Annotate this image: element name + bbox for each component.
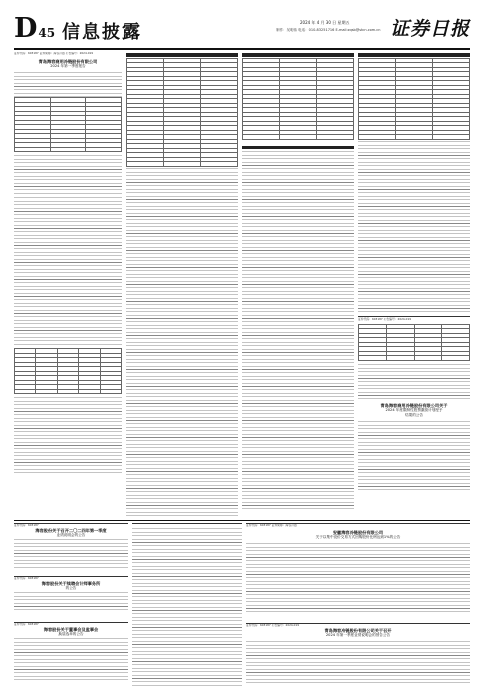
notice-title: 青岛海容商用冷链股份有限公司 — [38, 58, 98, 64]
stock-code-line: 证券代码：603187 证券简称：海容冷链 公告编号：2024-019 — [14, 52, 94, 55]
table-rows — [242, 150, 354, 510]
body-text — [132, 527, 242, 687]
notice-title: 安徽海容冷链股份有限公司 — [332, 529, 384, 535]
notice-block-3 — [14, 622, 128, 691]
table-header — [358, 53, 470, 57]
cash-flow-table — [358, 58, 470, 140]
table-header — [242, 53, 354, 57]
body-text — [14, 71, 122, 97]
page-number: D45 — [14, 13, 56, 44]
masthead — [14, 14, 470, 48]
middle-right-column — [242, 52, 354, 518]
notice-subtitle: 的公告 — [65, 586, 77, 590]
dateline: 2024 年 4 月 30 日 星期五 — [300, 20, 350, 25]
body-text — [246, 542, 470, 612]
body-text — [14, 538, 128, 568]
report-table — [14, 97, 122, 152]
notice-subtitle: 2024 年第一季度报告 — [50, 64, 86, 68]
stock-code-line: 证券代码：603187 — [14, 622, 39, 626]
body-text — [14, 591, 128, 613]
notice-block-4 — [246, 523, 470, 622]
table-rows — [358, 140, 470, 313]
notice-subtitle: 结果的公告 — [405, 413, 423, 417]
notice-title: 海容股份关于续聘会计师事务所 — [41, 580, 101, 586]
notice-title: 海容股份关于董事会及监事会 — [43, 626, 99, 632]
notice-title: 青岛海容冷链股份有限公司关于召开 — [324, 627, 392, 633]
body-text — [14, 154, 122, 194]
body-text — [14, 637, 128, 683]
section-title: 信息披露 — [62, 22, 142, 43]
left-column — [14, 52, 122, 518]
contact-line: 制作：吴明伟 电话：010-83251716 E-mail:zqsb@stcn.com.cn — [276, 28, 381, 32]
table-header — [126, 53, 238, 57]
notice-title: 青岛海容商用冷链股份有限公司关于 — [380, 402, 448, 408]
newspaper-logo: 证券日报 — [389, 18, 470, 40]
notice-subtitle: 关于以集中竞价交易方式回购股份比例达到1%的公告 — [315, 535, 401, 539]
stock-code-line: 证券代码：603187 公告编号：2024-019 — [246, 623, 300, 627]
notice-subtitle: 换届选举的公告 — [58, 632, 84, 636]
right-column — [358, 52, 470, 312]
stock-code-line: 证券代码：603187 — [14, 576, 39, 580]
table-header — [242, 146, 354, 150]
notice-subtitle: 2024 年第一季度业绩说明会的预告公告 — [325, 633, 391, 637]
shareholder-table — [14, 348, 122, 394]
balance-sheet-table — [126, 58, 238, 167]
grant-table — [358, 324, 470, 361]
notice-title: 海容股份关于召开二〇二四年第一季度 — [35, 527, 107, 533]
notice-subtitle: 业绩说明会的公告 — [56, 533, 86, 537]
masthead-rule — [14, 48, 470, 50]
table-rows — [126, 167, 238, 519]
body-text — [246, 640, 470, 684]
body-text — [14, 196, 122, 346]
stock-code-line: 证券代码：603187 — [14, 523, 39, 527]
notice-block-2 — [14, 576, 128, 621]
section-rule — [14, 520, 470, 521]
stock-code-line: 证券代码：603187 公告编号：2024-019 — [358, 317, 412, 321]
income-statement-table — [242, 58, 354, 140]
body-text — [14, 396, 122, 476]
notice-block-5 — [246, 623, 470, 691]
body-text — [358, 420, 470, 490]
stock-code-line: 证券代码：603187 证券简称：海容冷链 — [246, 523, 297, 527]
notice-block-text — [132, 523, 242, 691]
right-column-lower — [358, 316, 470, 519]
middle-left-column — [126, 52, 238, 518]
notice-subtitle: 2024 年度限制性股票激励计划授予 — [385, 408, 443, 412]
notice-block-1 — [14, 523, 128, 576]
body-text — [358, 363, 470, 401]
